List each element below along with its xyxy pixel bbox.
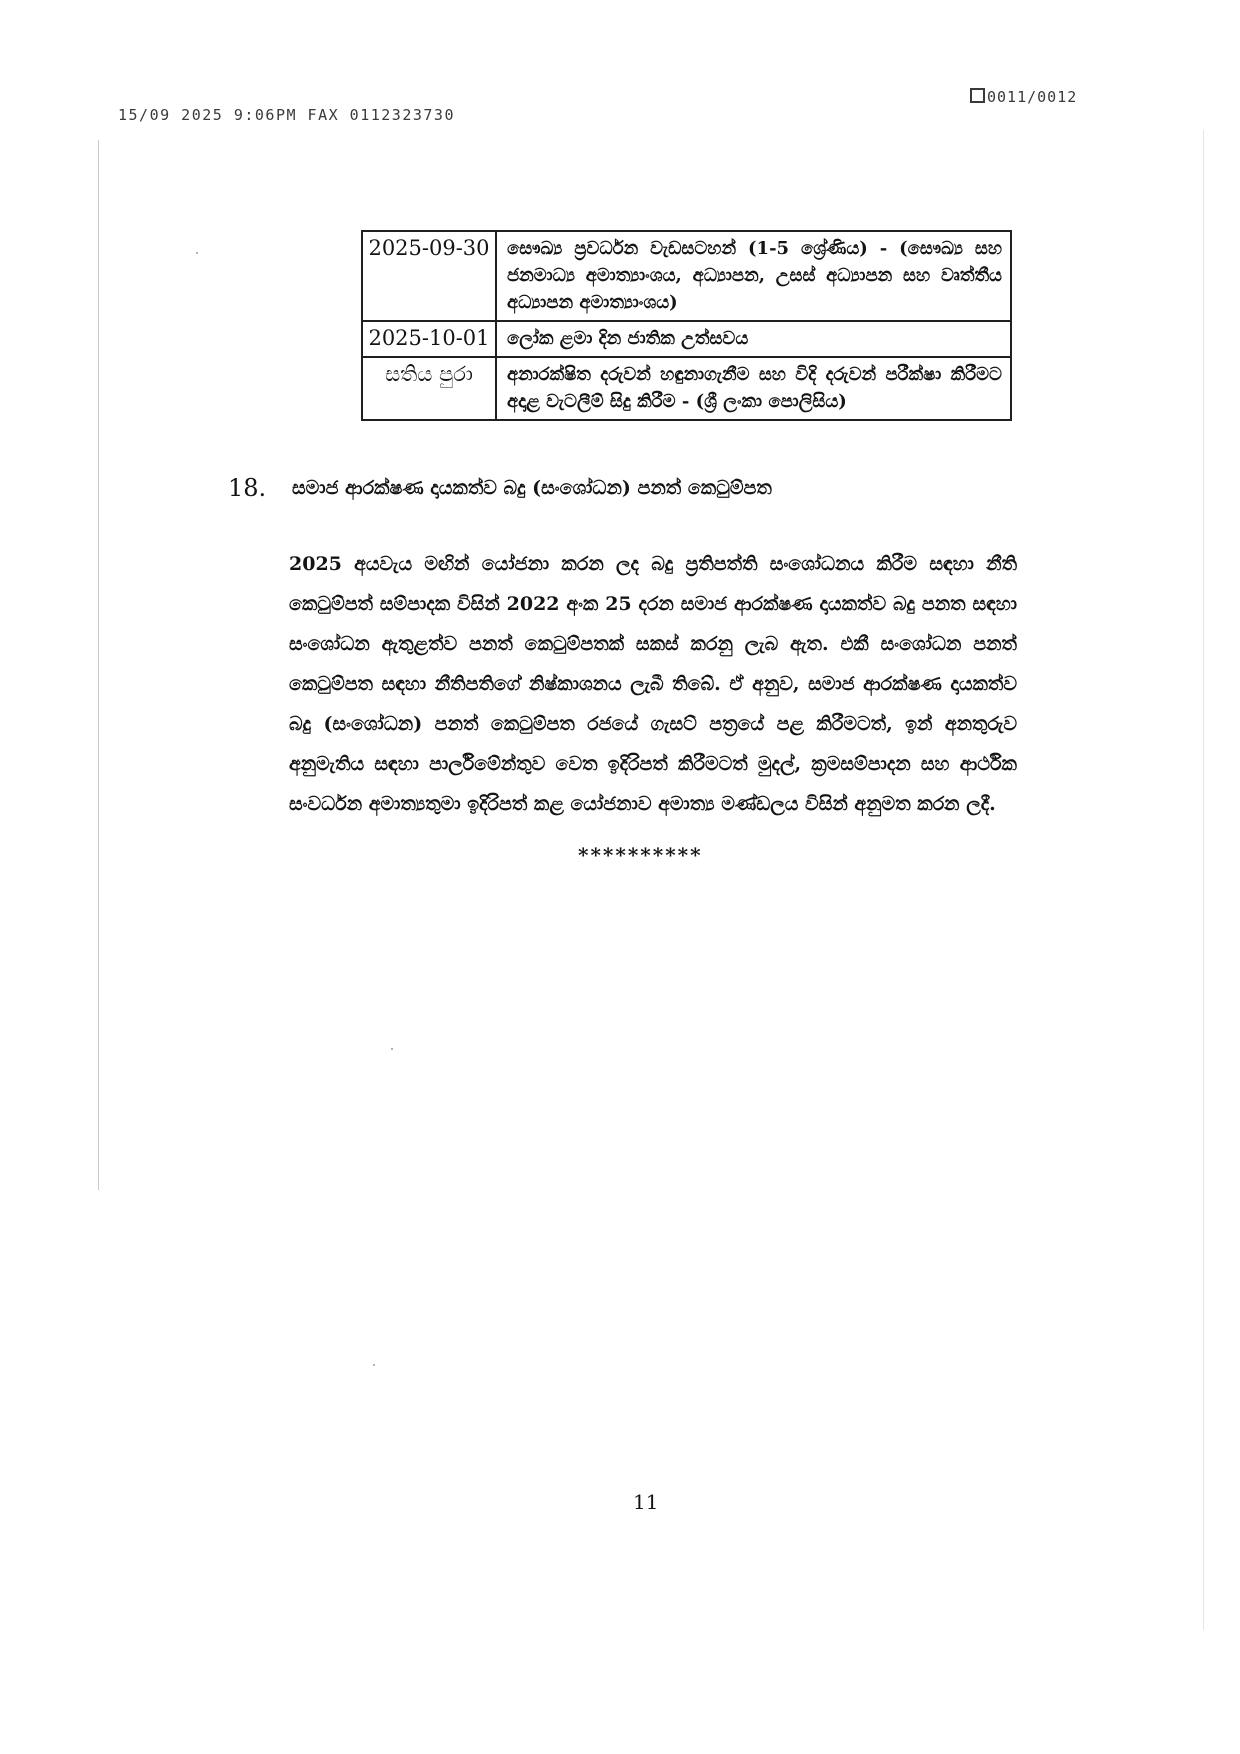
separator: ********** (578, 843, 703, 867)
scan-speck (196, 252, 198, 254)
section-title: සමාජ ආරක්ෂණ දායකත්ව බදු (සංශෝධන) පනත් කෙටුම්පත (292, 477, 772, 499)
section-number: 18. (228, 474, 267, 502)
page-number: 11 (633, 1490, 659, 1514)
fax-page-counter-text: 0011/0012 (987, 88, 1078, 106)
scan-speck (373, 1364, 375, 1366)
date-cell: සතිය පුරා (362, 357, 496, 420)
description-cell: ලෝක ළමා දින ජාතික උත්සවය (496, 321, 1011, 357)
date-cell: 2025-09-30 (362, 231, 496, 321)
section-body: 2025 අයවැය මඟින් යෝජනා කරන ලද බදු ප්‍රතිපත්ති සංශෝධනය කිරීම සඳහා නීති කෙටුම්පත් සම්පාදක විසින් 2022 අංක 25 දරන සමාජ ආරක්ෂණ දායකත්ව බදු පනත සඳහා සංශෝධන ඇතුළත්ව පනත් කෙටුම්පතක් සකස් කරනු ලැබ ඇත. එකී සංශෝධන පනත් කෙටුම්පත සඳහා නීතිපතිගේ නිෂ්කාශනය ලැබී තිබේ. ඒ අනුව, සමාජ ආරක්ෂණ දායකත්ව බදු (සංශෝධන) පනත් කෙටුම්පත රජයේ ගැසට් පත්‍රයේ පළ කිරීමටත්, ඉන් අනතුරුව අනුමැතිය සඳහා පාර්ලිමේන්තුව වෙත ඉදිරිපත් කිරීමටත් මුදල්, ක්‍රමසම්පාදන සහ ආර්ථික සංවර්ධන අමාත්‍යතුමා ඉදිරිපත් කළ යෝජනාව අමාත්‍ය මණ්ඩලය විසින් අනුමත කරන ලදී. (289, 553, 1017, 815)
scan-speck (391, 1048, 393, 1050)
table-row (362, 231, 1011, 321)
checkbox-icon (970, 88, 985, 103)
schedule-table (361, 230, 1012, 421)
fax-page-counter (970, 88, 1077, 106)
description-cell: සෞඛ්‍ය ප්‍රවර්ධන වැඩසටහන් (1-5 ශ්‍රේණිය) - (සෞඛ්‍ය සහ ජනමාධ්‍ය අමාත්‍යාංශය, අධ්‍යාපන, උසස් අධ්‍යාපන සහ වෘත්තීය අධ්‍යාපන අමාත්‍යාංශය) (496, 231, 1011, 321)
fax-header: 15/09 2025 9:06PM FAX 0112323730 (118, 106, 455, 124)
table-row (362, 357, 1011, 420)
scan-edge-line (1203, 130, 1204, 1630)
table-row (362, 321, 1011, 357)
description-cell: අනාරක්ෂිත දරුවන් හඳුනාගැනීම සහ විදි දරුවන් පරීක්ෂා කිරීමට අදාළ වැටලීම් සිදු කිරීම - (ශ්‍රී ලංකා පොලිසිය) (496, 357, 1011, 420)
date-cell: 2025-10-01 (362, 321, 496, 357)
scan-margin-line (98, 140, 99, 1190)
